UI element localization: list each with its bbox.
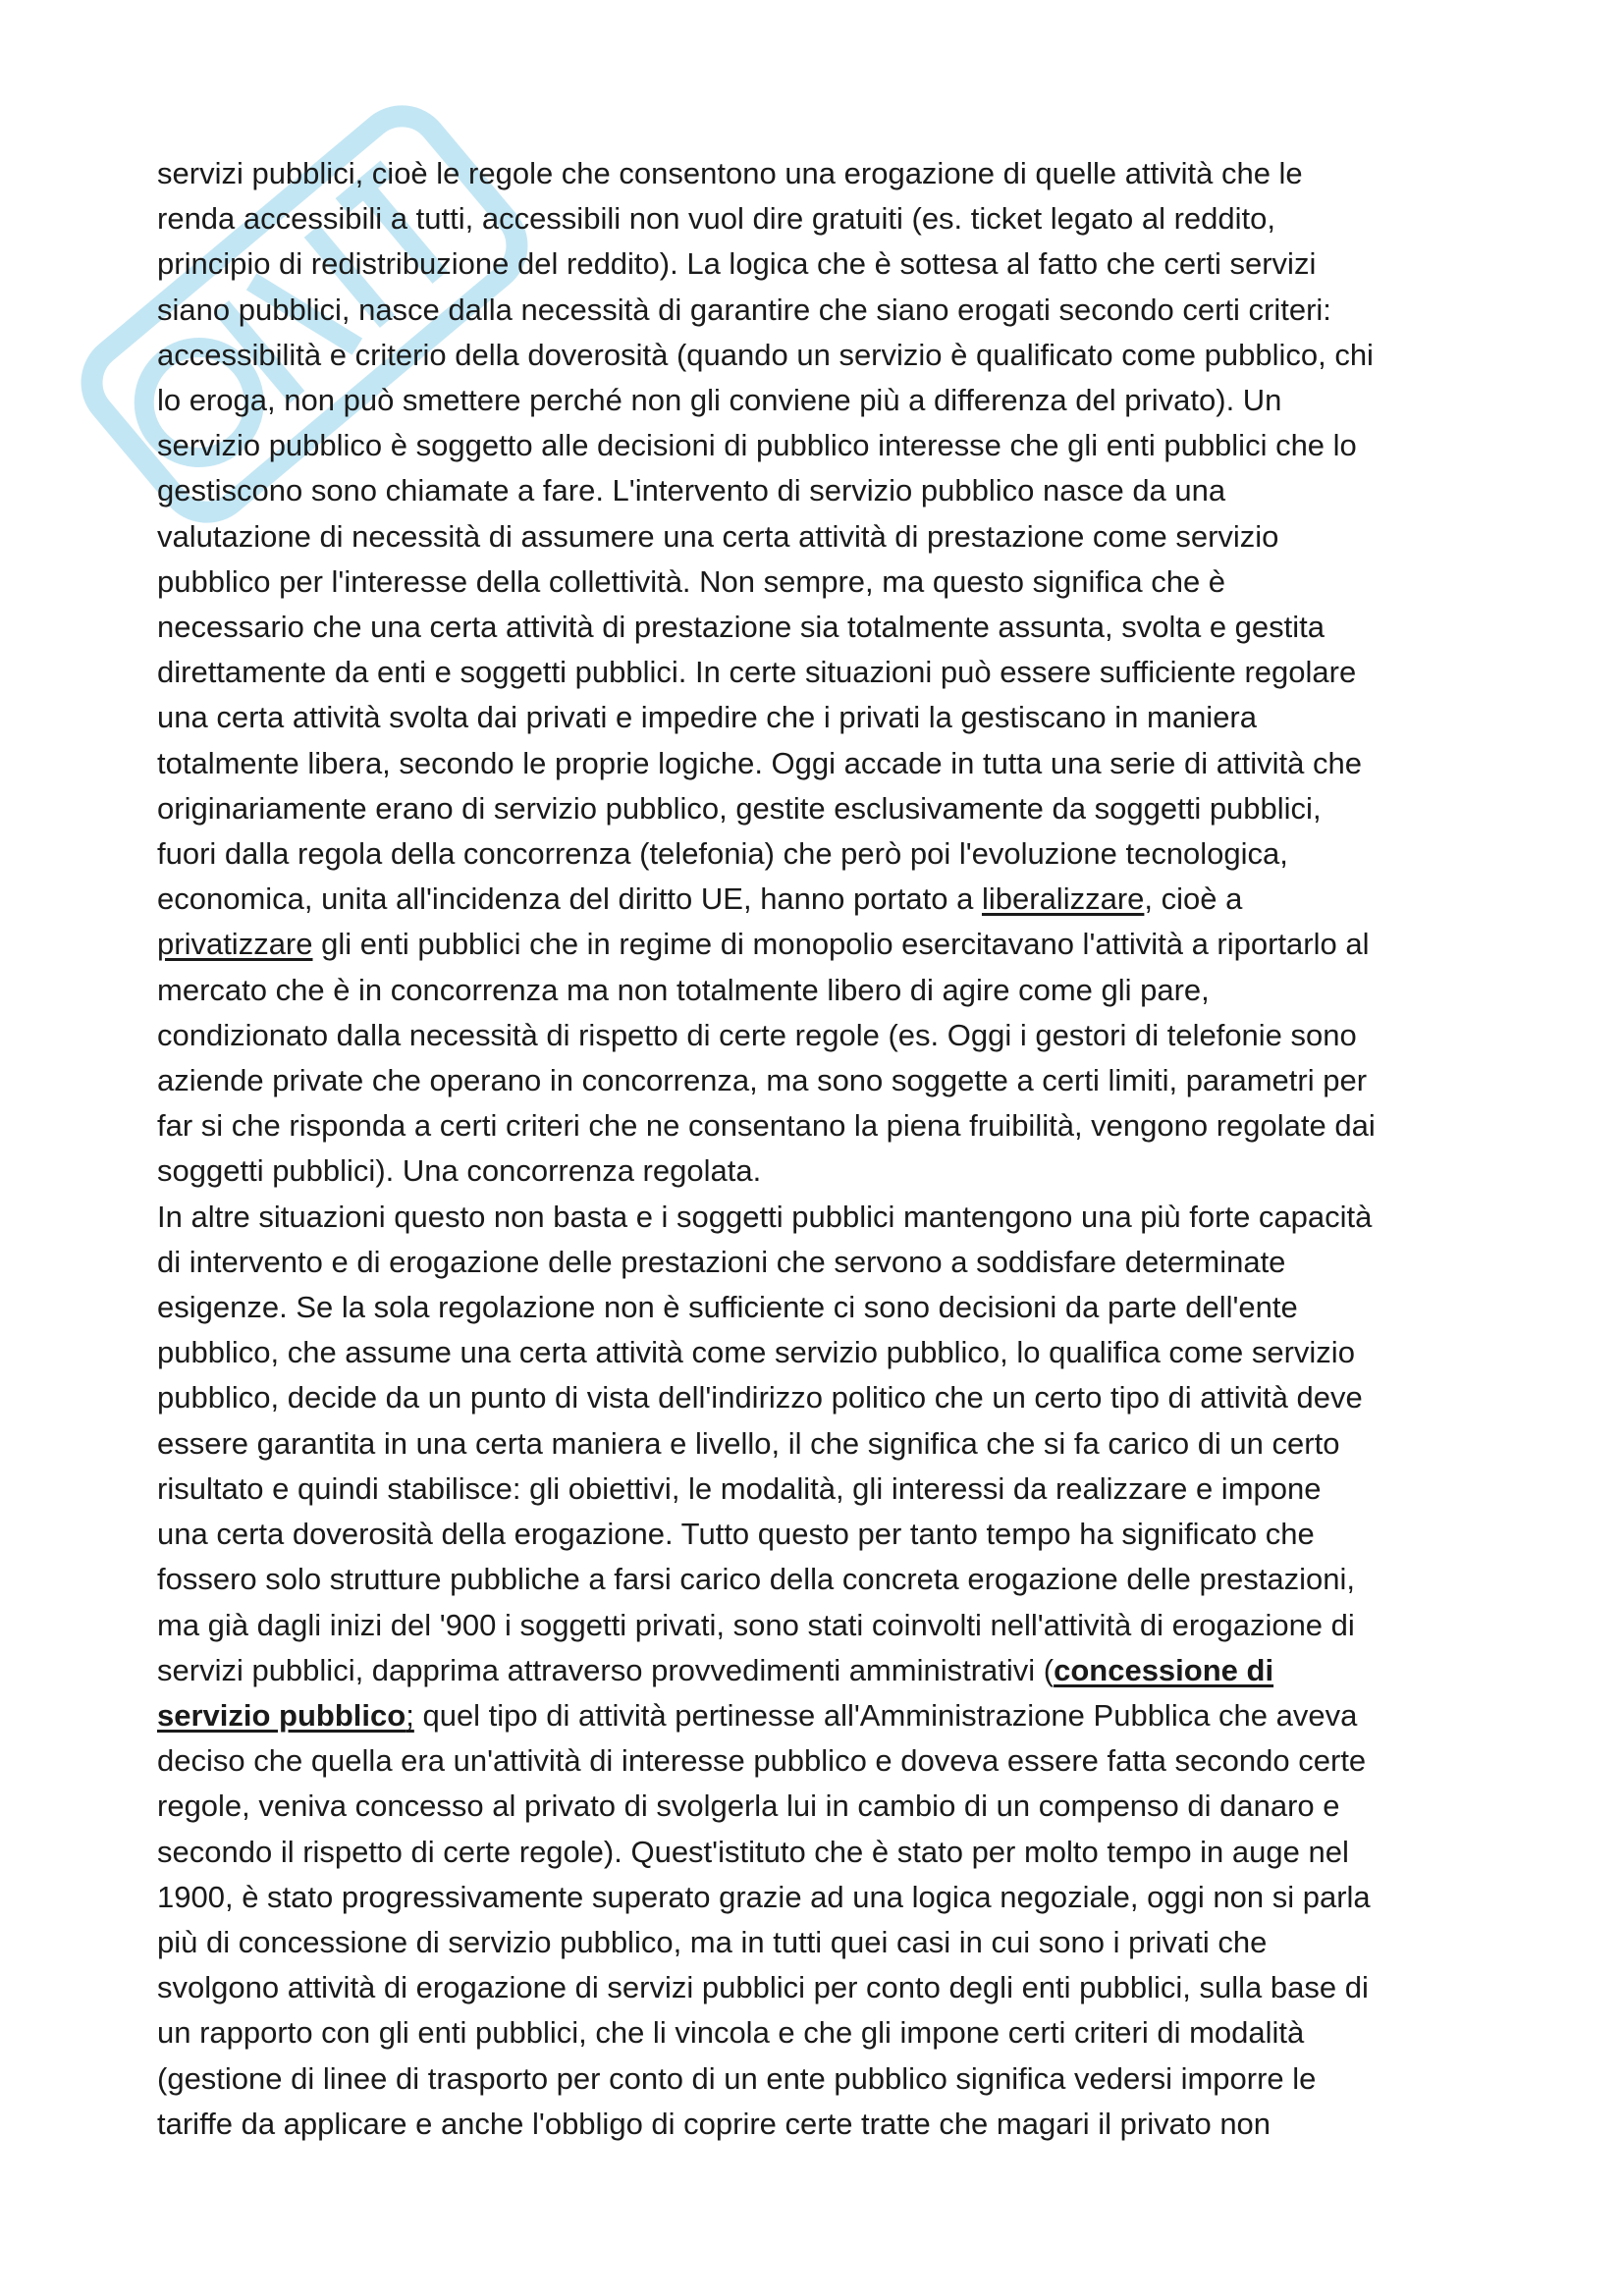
text-line: una certa attività svolta dai privati e impedire che i privati la gestiscano in maniera	[157, 700, 1257, 735]
text-line: servizio pubblico è soggetto alle decisioni di pubblico interesse che gli enti pubblici che lo	[157, 428, 1357, 463]
text-line: accessibilità e criterio della doverosità (quando un servizio è qualificato come pubblico, chi	[157, 337, 1374, 372]
text-line: fossero solo strutture pubbliche a farsi carico della concreta erogazione delle prestazioni,	[157, 1562, 1356, 1597]
text-line: renda accessibili a tutti, accessibili non vuol dire gratuiti (es. ticket legato al reddito,	[157, 201, 1275, 237]
text-line: pubblico, che assume una certa attività come servizio pubblico, lo qualifica come servizio	[157, 1335, 1355, 1370]
document-body	[157, 151, 1478, 2147]
text-line: servizi pubblici, dapprima attraverso provvedimenti amministrativi (concessione di	[157, 1652, 1274, 1687]
bold-term-servizio-pubblico: servizio pubblico	[157, 1697, 406, 1733]
text-line: necessario che una certa attività di prestazione sia totalmente assunta, svolta e gestita	[157, 610, 1325, 645]
text-line: una certa doverosità della erogazione. Tutto questo per tanto tempo ha significato che	[157, 1517, 1315, 1552]
text-line: mercato che è in concorrenza ma non totalmente libero di agire come gli pare,	[157, 972, 1210, 1007]
text-line: fuori dalla regola della concorrenza (telefonia) che però poi l'evoluzione tecnologica,	[157, 836, 1288, 872]
text-line: tariffe da applicare e anche l'obbligo di coprire certe tratte che magari il privato non	[157, 2106, 1271, 2141]
underlined-term-privatizzare: privatizzare	[157, 927, 313, 962]
text-line: principio di redistribuzione del reddito). La logica che è sottesa al fatto che certi servizi	[157, 246, 1317, 282]
text-line: essere garantita in una certa maniera e livello, il che significa che si fa carico di un certo	[157, 1425, 1340, 1461]
text-line: In altre situazioni questo non basta e i soggetti pubblici mantengono una più forte capacità	[157, 1199, 1373, 1234]
text-line: 1900, è stato progressivamente superato grazie ad una logica negoziale, oggi non si parla	[157, 1879, 1371, 1914]
text-line: pubblico, decide da un punto di vista dell'indirizzo politico che un certo tipo di attività deve	[157, 1380, 1363, 1415]
text-line: regole, veniva concesso al privato di svolgerla lui in cambio di un compenso di danaro e	[157, 1789, 1340, 1824]
text-line: condizionato dalla necessità di rispetto di certe regole (es. Oggi i gestori di telefonie sono	[157, 1017, 1357, 1052]
text-line: risultato e quindi stabilisce: gli obiettivi, le modalità, gli interessi da realizzare e impone	[157, 1470, 1322, 1506]
text-line: aziende private che operano in concorrenza, ma sono soggette a certi limiti, parametri per	[157, 1063, 1368, 1098]
underlined-semicolon: ;	[406, 1697, 414, 1733]
underlined-term-liberalizzare: liberalizzare	[981, 881, 1145, 917]
text-line: di intervento e di erogazione delle prestazioni che servono a soddisfare determinate	[157, 1244, 1286, 1279]
text-line: pubblico per l'interesse della collettività. Non sempre, ma questo significa che è	[157, 563, 1226, 599]
text-line: direttamente da enti e soggetti pubblici. In certe situazioni può essere sufficiente regolare	[157, 655, 1357, 690]
text-line: svolgono attività di erogazione di servizi pubblici per conto degli enti pubblici, sulla base di	[157, 1970, 1369, 2005]
text-line: lo eroga, non può smettere perché non gli conviene più a differenza del privato). Un	[157, 383, 1282, 418]
text-line: deciso che quella era un'attività di interesse pubblico e doveva essere fatta secondo certe	[157, 1743, 1367, 1779]
text-line: privatizzare gli enti pubblici che in regime di monopolio esercitavano l'attività a riportarlo al	[157, 927, 1370, 962]
text-line: esigenze. Se la sola regolazione non è sufficiente ci sono decisioni da parte dell'ente	[157, 1290, 1298, 1325]
text-line: economica, unita all'incidenza del diritto UE, hanno portato a liberalizzare, cioè a	[157, 881, 1243, 917]
text-line: servizi pubblici, cioè le regole che consentono una erogazione di quelle attività che le	[157, 156, 1303, 190]
text-line: gestiscono sono chiamate a fare. L'intervento di servizio pubblico nasce da una	[157, 473, 1226, 508]
text-line: (gestione di linee di trasporto per conto di un ente pubblico significa vedersi imporre le	[157, 2060, 1317, 2096]
text-line: secondo il rispetto di certe regole). Quest'istituto che è stato per molto tempo in auge nel	[157, 1834, 1349, 1869]
text-line: più di concessione di servizio pubblico, ma in tutti quei casi in cui sono i privati che	[157, 1924, 1268, 1959]
text-line: valutazione di necessità di assumere una certa attività di prestazione come servizio	[157, 518, 1279, 554]
text-line: originariamente erano di servizio pubblico, gestite esclusivamente da soggetti pubblici,	[157, 790, 1322, 826]
text-line: totalmente libera, secondo le proprie logiche. Oggi accade in tutta una serie di attività che	[157, 745, 1362, 780]
text-line: soggetti pubblici). Una concorrenza regolata.	[157, 1153, 762, 1189]
text-line: siano pubblici, nasce dalla necessità di garantire che siano erogati secondo certi criteri:	[157, 292, 1331, 327]
text-line: servizio pubblico; quel tipo di attività pertinesse all'Amministrazione Pubblica che aveva	[157, 1697, 1358, 1733]
text-line: un rapporto con gli enti pubblici, che li vincola e che gli impone certi criteri di modalità	[157, 2015, 1305, 2051]
bold-term-concessione: concessione di	[1054, 1652, 1274, 1687]
text-line: far si che risponda a certi criteri che ne consentano la piena fruibilità, vengono regolate dai	[157, 1108, 1376, 1144]
text-line: ma già dagli inizi del '900 i soggetti privati, sono stati coinvolti nell'attività di erogazione di	[157, 1607, 1355, 1642]
